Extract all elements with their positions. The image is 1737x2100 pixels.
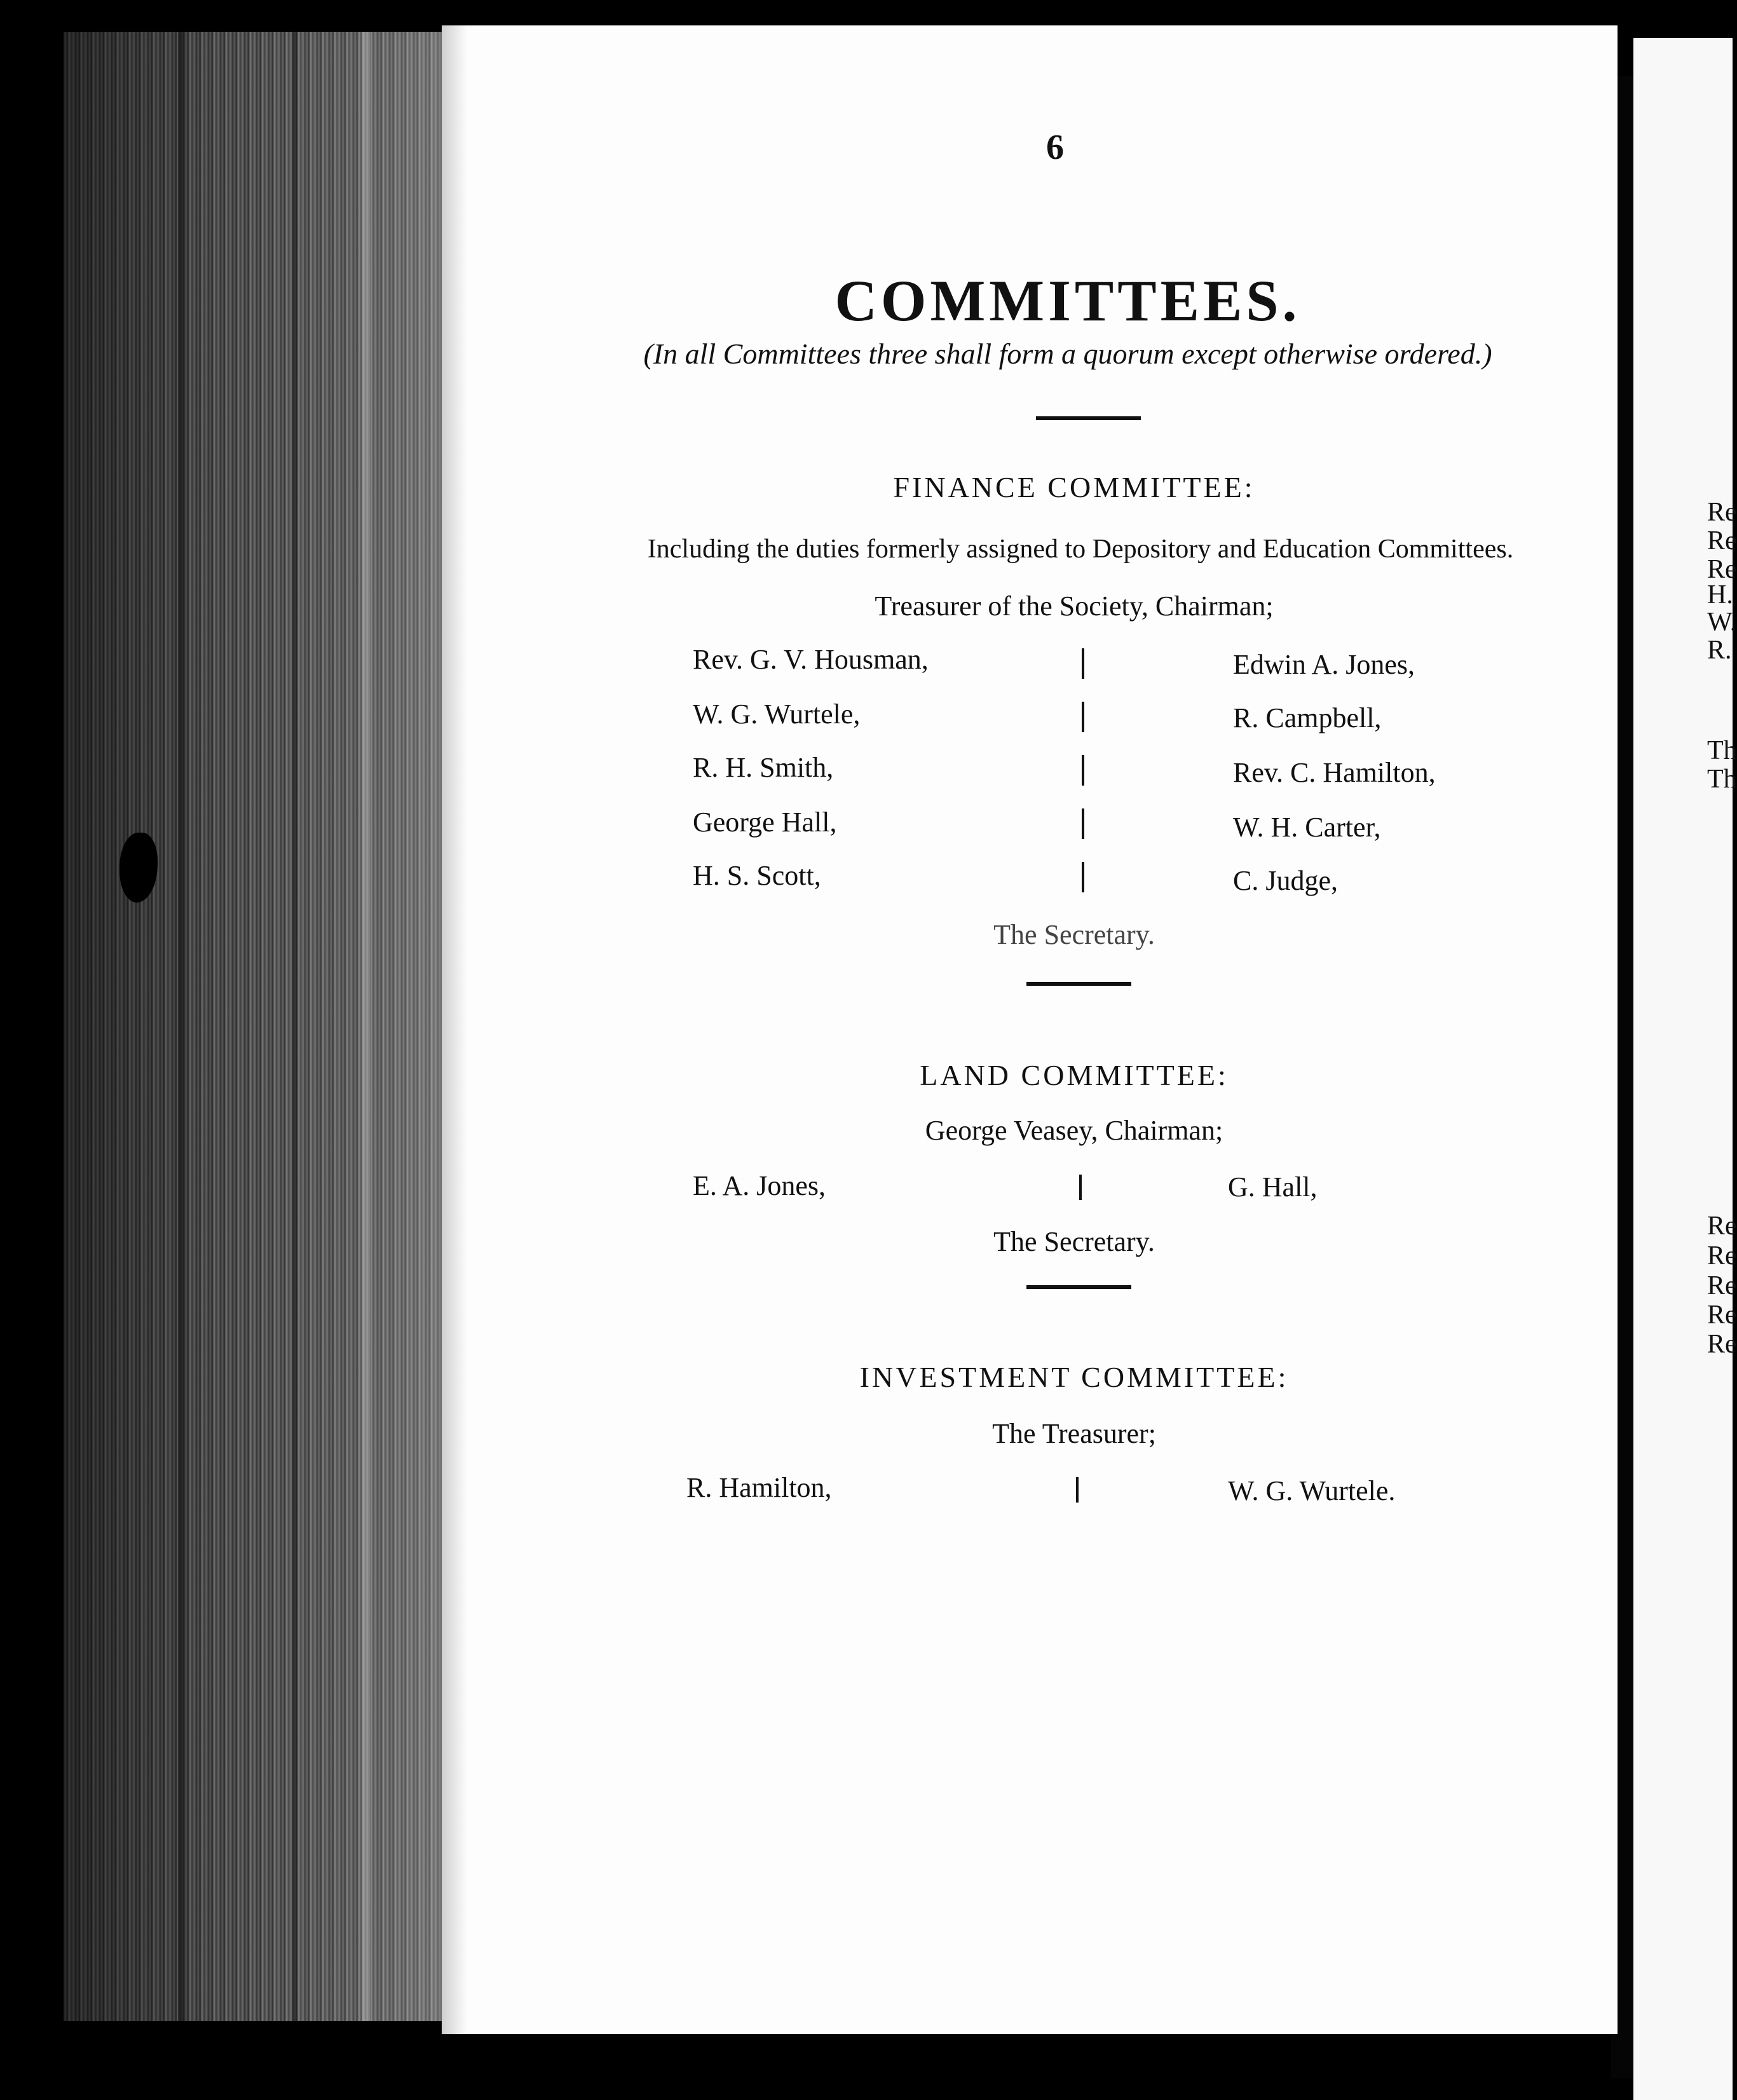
finance-member: H. S. Scott, <box>693 860 821 891</box>
finance-scope: Including the duties formerly assigned to Depository and Education Committees. <box>647 535 1514 564</box>
facing-line: Re <box>1707 1241 1737 1271</box>
facing-line: Re <box>1707 1271 1737 1300</box>
column-separator <box>1082 808 1084 839</box>
finance-member: R. Campbell, <box>1233 702 1382 733</box>
column-separator <box>1079 1175 1082 1200</box>
facing-line: Re <box>1707 1211 1737 1241</box>
finance-member: C. Judge, <box>1233 865 1338 896</box>
finance-member: Rev. C. Hamilton, <box>1233 757 1436 788</box>
facing-line: Re <box>1707 555 1737 584</box>
page-title: COMMITTEES. <box>834 268 1301 333</box>
investment-chair: The Treasurer; <box>992 1418 1156 1449</box>
quorum-note: (In all Committees three shall form a quorum except otherwise ordered.) <box>643 338 1492 370</box>
facing-line: Re <box>1707 498 1737 527</box>
book-edge <box>64 32 445 2021</box>
facing-line: Re <box>1707 1300 1737 1330</box>
finance-member: W. H. Carter, <box>1233 812 1381 843</box>
finance-member: Edwin A. Jones, <box>1233 649 1415 680</box>
facing-line: R. <box>1707 636 1732 665</box>
facing-line: Re <box>1707 526 1737 556</box>
finance-member: R. H. Smith, <box>693 752 834 783</box>
facing-line: Re <box>1707 1330 1737 1359</box>
land-member: G. Hall, <box>1228 1171 1318 1203</box>
column-separator <box>1082 862 1084 892</box>
investment-heading: INVESTMENT COMMITTEE: <box>859 1361 1289 1393</box>
investment-member: W. G. Wurtele. <box>1228 1475 1396 1506</box>
divider <box>1026 1285 1131 1289</box>
column-separator <box>1082 702 1084 732</box>
land-heading: LAND COMMITTEE: <box>920 1059 1229 1091</box>
document-page <box>442 25 1618 2034</box>
page-number: 6 <box>1046 128 1064 167</box>
finance-member: Rev. G. V. Housman, <box>693 644 929 675</box>
facing-line: Th <box>1707 736 1737 765</box>
finance-member: W. G. Wurtele, <box>693 699 861 730</box>
land-secretary: The Secretary. <box>993 1226 1155 1257</box>
facing-line: H. <box>1707 580 1733 610</box>
finance-heading: FINANCE COMMITTEE: <box>893 471 1255 503</box>
column-separator <box>1082 755 1084 786</box>
facing-line: Th <box>1707 765 1737 794</box>
divider <box>1026 982 1131 986</box>
facing-page <box>1633 38 1737 2100</box>
column-separator <box>1082 648 1084 679</box>
divider <box>1036 416 1141 420</box>
finance-chair: Treasurer of the Society, Chairman; <box>875 590 1274 622</box>
facing-line: W. <box>1707 608 1737 637</box>
land-chair: George Veasey, Chairman; <box>925 1115 1223 1146</box>
finance-member: George Hall, <box>693 807 837 838</box>
finance-secretary: The Secretary. <box>993 919 1155 950</box>
investment-member: R. Hamilton, <box>686 1472 832 1503</box>
column-separator <box>1076 1477 1079 1503</box>
land-member: E. A. Jones, <box>693 1170 826 1201</box>
